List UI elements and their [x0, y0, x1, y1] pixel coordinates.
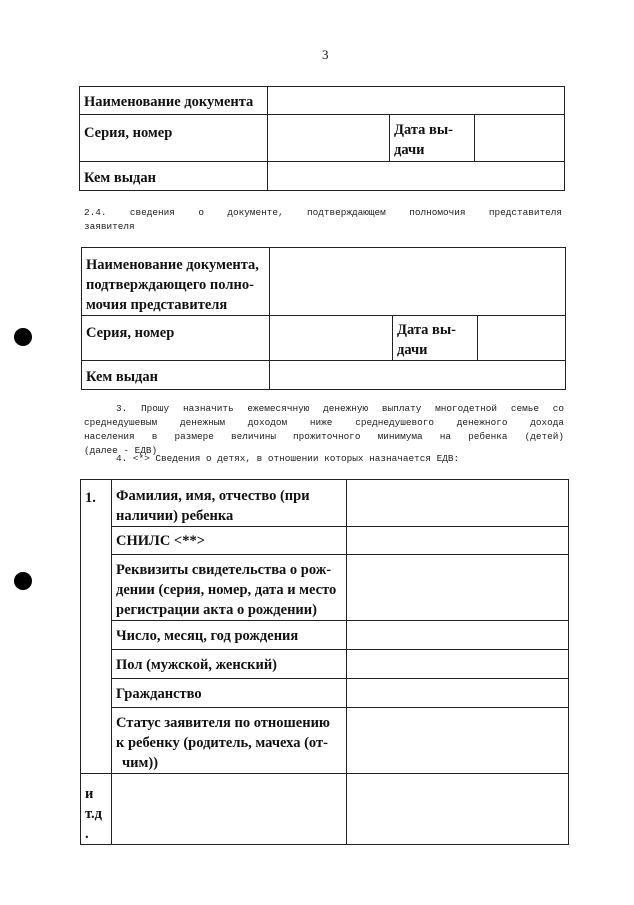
applicant-status-field[interactable]: [347, 708, 569, 774]
section-2-4-line2: заявителя: [84, 221, 135, 232]
section-2-4-line1: 2.4. сведения о документе, подтверждающем полномочия представителя: [84, 207, 562, 218]
document-table: [79, 86, 565, 191]
section-3-line1: 3. Прошу назначить ежемесячную денежную выплату многодетной семье со: [116, 403, 564, 414]
children-table: [80, 479, 569, 845]
rep-doc-name-line3: мочия представителя: [86, 297, 228, 313]
child-gender-label: Пол (мужской, женский): [112, 650, 347, 679]
next-child-value-field[interactable]: [347, 774, 569, 845]
rep-issue-date-line1: Дата вы-: [397, 322, 457, 338]
applicant-status-label: [112, 708, 347, 774]
child-citizenship-label: Гражданство: [112, 679, 347, 708]
child-birth-cert-line3: регистрации акта о рождении): [116, 602, 317, 618]
doc-name-field[interactable]: [268, 87, 565, 115]
child-fio-line1: Фамилия, имя, отчество (при: [116, 488, 310, 504]
child-birth-cert-line1: Реквизиты свидетельства о рож-: [116, 562, 332, 578]
child-fio-label: [112, 480, 347, 527]
rep-issue-date-line2: дачи: [397, 342, 428, 358]
rep-doc-name-line1: Наименование документа,: [86, 257, 259, 273]
applicant-status-line1: Статус заявителя по отношению: [116, 715, 331, 731]
etc-marker: [81, 774, 112, 845]
doc-name-label: Наименование документа: [80, 87, 268, 115]
rep-issue-date-label: [393, 316, 478, 361]
child-birth-cert-line2: дении (серия, номер, дата и место: [116, 582, 337, 598]
rep-doc-name-field[interactable]: [270, 248, 566, 316]
applicant-status-line2: к ребенку (родитель, мачеха (от-: [116, 735, 328, 751]
child-snils-field[interactable]: [347, 527, 569, 555]
series-number-field[interactable]: [268, 115, 390, 162]
rep-doc-name-line2: подтверждающего полно-: [86, 277, 254, 293]
section-3-line2: среднедушевым денежным доходом ниже среднедушевого денежного дохода: [84, 417, 564, 428]
issue-date-label: [390, 115, 475, 162]
section-3-line4: (далее - ЕДВ): [84, 445, 158, 456]
child-birth-date-label: Число, месяц, год рождения: [112, 621, 347, 650]
issued-by-field[interactable]: [268, 162, 565, 191]
issued-by-label: Кем выдан: [80, 162, 268, 191]
etc-line3: .: [85, 826, 89, 842]
rep-issued-by-field[interactable]: [270, 361, 566, 390]
child-birth-date-field[interactable]: [347, 621, 569, 650]
issue-date-label-line2: дачи: [394, 142, 425, 158]
etc-line2: т.д: [85, 806, 102, 822]
issue-date-label-line1: Дата вы-: [394, 122, 454, 138]
child-citizenship-field[interactable]: [347, 679, 569, 708]
next-child-label-field[interactable]: [112, 774, 347, 845]
child-fio-line2: наличии) ребенка: [116, 508, 234, 524]
applicant-status-line3: чим)): [122, 755, 159, 771]
punch-hole-top: [14, 328, 32, 346]
series-number-label: Серия, номер: [80, 115, 268, 162]
rep-issued-by-label: Кем выдан: [82, 361, 270, 390]
child-snils-label: СНИЛС <**>: [112, 527, 347, 555]
page-number: 3: [322, 47, 329, 62]
rep-series-number-label: Серия, номер: [82, 316, 270, 361]
child-fio-field[interactable]: [347, 480, 569, 527]
child-birth-cert-field[interactable]: [347, 555, 569, 621]
child-row-number: 1.: [81, 480, 112, 774]
section-3-line3: населения в размере величины прожиточного минимума на ребенка (детей): [84, 431, 564, 442]
issue-date-field[interactable]: [475, 115, 565, 162]
rep-doc-name-label: [82, 248, 270, 316]
child-gender-field[interactable]: [347, 650, 569, 679]
punch-hole-bottom: [14, 572, 32, 590]
rep-issue-date-field[interactable]: [478, 316, 566, 361]
etc-line1: и: [85, 786, 94, 802]
rep-series-number-field[interactable]: [270, 316, 393, 361]
representative-doc-table: [81, 247, 566, 390]
child-birth-cert-label: [112, 555, 347, 621]
section-4-heading: 4. <*> Сведения о детях, в отношении которых назначается ЕДВ:: [116, 453, 460, 464]
